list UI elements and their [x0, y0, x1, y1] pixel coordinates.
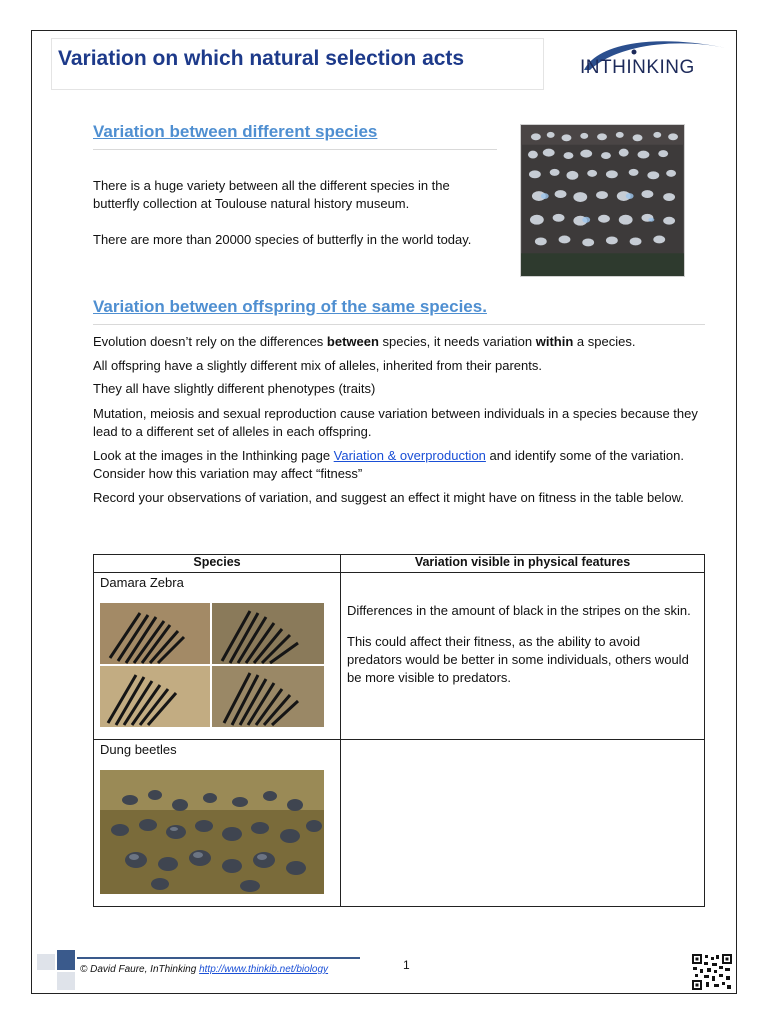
dung-beetle-photo	[100, 770, 324, 894]
text-fragment: Evolution doesn’t rely on the differences	[93, 334, 327, 349]
header-species: Species	[94, 555, 341, 573]
paragraph: There are more than 20000 species of butterfly in the world today.	[93, 232, 472, 247]
logo-text: INTHINKING	[580, 57, 695, 78]
text-fragment: Look at the images in the Inthinking page	[93, 448, 334, 463]
paragraph: Mutation, meiosis and sexual reproduction cause variation between individuals in a species because they lead to a different set of alleles in each offspring.	[93, 406, 698, 439]
variation-cell[interactable]	[341, 740, 705, 907]
paragraph-evolution	[93, 333, 708, 351]
text-fragment: a species.	[573, 334, 636, 349]
section-heading-species: Variation between different species	[93, 122, 378, 141]
paragraph: All offspring have a slightly different mix of alleles, inherited from their parents.	[93, 358, 542, 373]
bold-between: between	[326, 334, 379, 349]
thinkib-link[interactable]: http://www.thinkib.net/biology	[199, 964, 329, 975]
text-fragment: species, it needs variation	[378, 334, 536, 349]
text-fragment: and identify some of the variation. Consider how this variation may affect “fitness”	[93, 448, 684, 481]
section-rule	[93, 149, 497, 150]
table-header-row	[94, 555, 705, 573]
observation-table	[93, 554, 705, 907]
footer-credit	[80, 964, 328, 975]
section-rule	[93, 324, 705, 325]
species-cell	[94, 740, 341, 907]
footer-squares-decoration	[37, 950, 77, 990]
footer-bar	[77, 957, 360, 959]
page-title: Variation on which natural selection acts	[58, 47, 465, 70]
header-variation: Variation visible in physical features	[341, 555, 705, 573]
paragraph-look-at-images	[93, 447, 708, 483]
page-number: 1	[403, 958, 410, 972]
qr-code	[692, 954, 732, 990]
variation-text: Differences in the amount of black in the stripes on the skin.	[347, 603, 691, 618]
table-row	[94, 573, 705, 740]
section-heading-offspring: Variation between offspring of the same species.	[93, 297, 487, 316]
species-name: Dung beetles	[100, 742, 177, 757]
butterfly-collection-photo	[520, 124, 685, 277]
bold-within: within	[535, 334, 574, 349]
table-row	[94, 740, 705, 907]
variation-cell[interactable]	[341, 573, 705, 740]
fitness-text: This could affect their fitness, as the ability to avoid predators would be better in some individuals, others would be more visible to predators.	[347, 634, 689, 685]
species-cell	[94, 573, 341, 740]
paragraph: There is a huge variety between all the different species in the butterfly collection at Toulouse natural history museum.	[93, 178, 450, 211]
zebra-photo	[100, 603, 324, 727]
paragraph: They all have slightly different phenotypes (traits)	[93, 381, 376, 396]
variation-overproduction-link[interactable]: Variation & overproduction	[333, 448, 486, 463]
species-name: Damara Zebra	[100, 575, 184, 590]
paragraph: Record your observations of variation, and suggest an effect it might have on fitness in the table below.	[93, 490, 684, 505]
copyright-text: © David Faure, InThinking	[80, 964, 200, 975]
